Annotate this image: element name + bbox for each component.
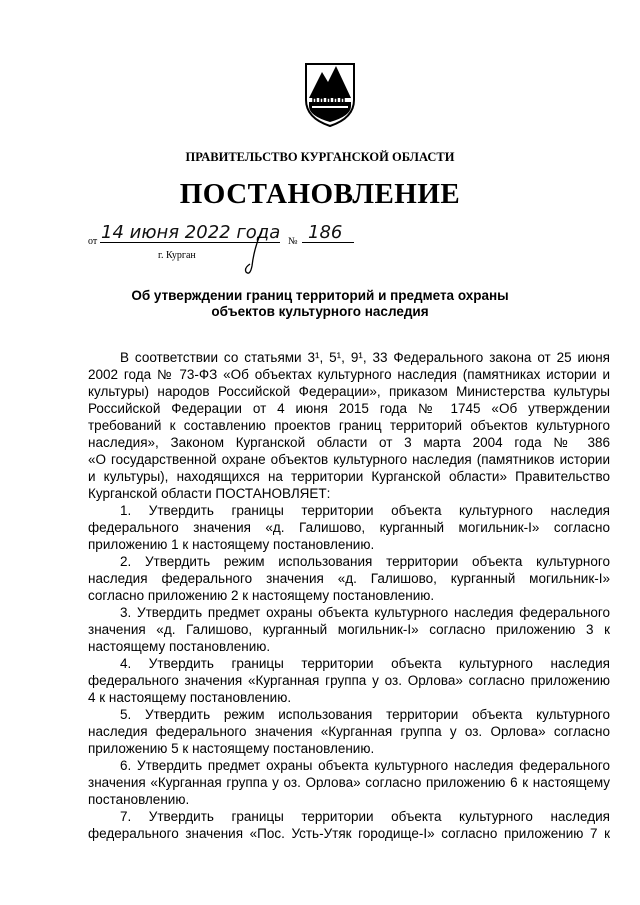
body-line: федерального значения «Пос. Усть-Утяк городище-I» согласно приложению 7 к [88, 826, 610, 841]
document-subject [0, 288, 640, 320]
body-line: Курганской области ПОСТАНОВЛЯЕТ: [88, 486, 331, 501]
handwritten-number: 186 [308, 222, 343, 243]
body-line: 4 к настоящему постановлению. [88, 690, 292, 705]
body-line: 6. Утвердить предмет охраны объекта культурного наследия федерального [120, 758, 610, 773]
body-line: «О государственной охране объектов культурного наследия (памятников истории [88, 452, 610, 467]
body-line: значения «Курганная группа у оз. Орлова» согласно приложению 6 к настоящему [88, 775, 610, 790]
body-line: и культуры), находящихся на территории Курганской области» Правительство [88, 469, 610, 484]
body-line: федерального значения «Курганная группа у оз. Орлова» согласно приложению [88, 673, 610, 688]
document-type-title: ПОСТАНОВЛЕНИЕ [179, 178, 461, 210]
coat-of-arms-emblem [300, 58, 360, 128]
subject-line-1: Об утверждении границ территорий и предмета охраны [131, 288, 509, 303]
body-line: 5. Утвердить режим использования территории объекта культурного [120, 707, 610, 722]
body-line: требований к составлению проектов границ территорий объектов культурного [88, 418, 610, 433]
body-line: 7. Утвердить границы территории объекта культурного наследия [120, 809, 610, 824]
body-line: настоящему постановлению. [88, 639, 271, 654]
body-line: 2002 года № 73-ФЗ «Об объектах культурного наследия (памятниках истории и [88, 367, 610, 382]
number-underline [302, 242, 354, 243]
subject-line-2: объектов культурного наследия [211, 304, 429, 319]
date-prefix: от [88, 236, 98, 247]
body-line: приложению 1 к настоящему постановлению. [88, 537, 375, 552]
body-line: наследия федерального значения «Курганная группа у оз. Орлова» согласно [88, 724, 610, 739]
body-line: В соответствии со статьями 3¹, 5¹, 9¹, 33 Федерального закона от 25 июня [120, 350, 610, 365]
handwritten-signature-stroke [240, 228, 270, 283]
body-line: Российской Федерации от 4 июня 2015 года № 1745 «Об утверждении [88, 401, 610, 416]
body-line: наследия федерального значения «д. Галишово, курганный могильник-I» [88, 571, 610, 586]
body-line: 4. Утвердить границы территории объекта культурного наследия [120, 656, 610, 671]
body-line: 3. Утвердить предмет охраны объекта культурного наследия федерального [120, 605, 610, 620]
body-line: 1. Утвердить границы территории объекта культурного наследия [120, 503, 610, 518]
body-line: федерального значения «д. Галишово, курганный могильник-I» согласно [88, 520, 610, 535]
body-line: приложению 5 к настоящему постановлению. [88, 741, 375, 756]
body-line: наследия», Законом Курганской области от 3 марта 2004 года № 386 [88, 435, 610, 450]
body-line: значения «д. Галишово, курганный могильник-I» согласно приложению 3 к [88, 622, 610, 637]
body-line: постановлению. [88, 792, 190, 807]
body-line: культуры) народов Российской Федерации», приказом Министерства культуры [88, 384, 610, 399]
body-line: 2. Утвердить режим использования территории объекта культурного [120, 554, 610, 569]
city-label: г. Курган [158, 250, 196, 261]
number-prefix: № [288, 236, 298, 247]
organization-name: ПРАВИТЕЛЬСТВО КУРГАНСКОЙ ОБЛАСТИ [185, 150, 455, 164]
handwritten-date: 14 июня 2022 года [101, 222, 281, 243]
body-line: согласно приложению 2 к настоящему постановлению. [88, 588, 435, 603]
